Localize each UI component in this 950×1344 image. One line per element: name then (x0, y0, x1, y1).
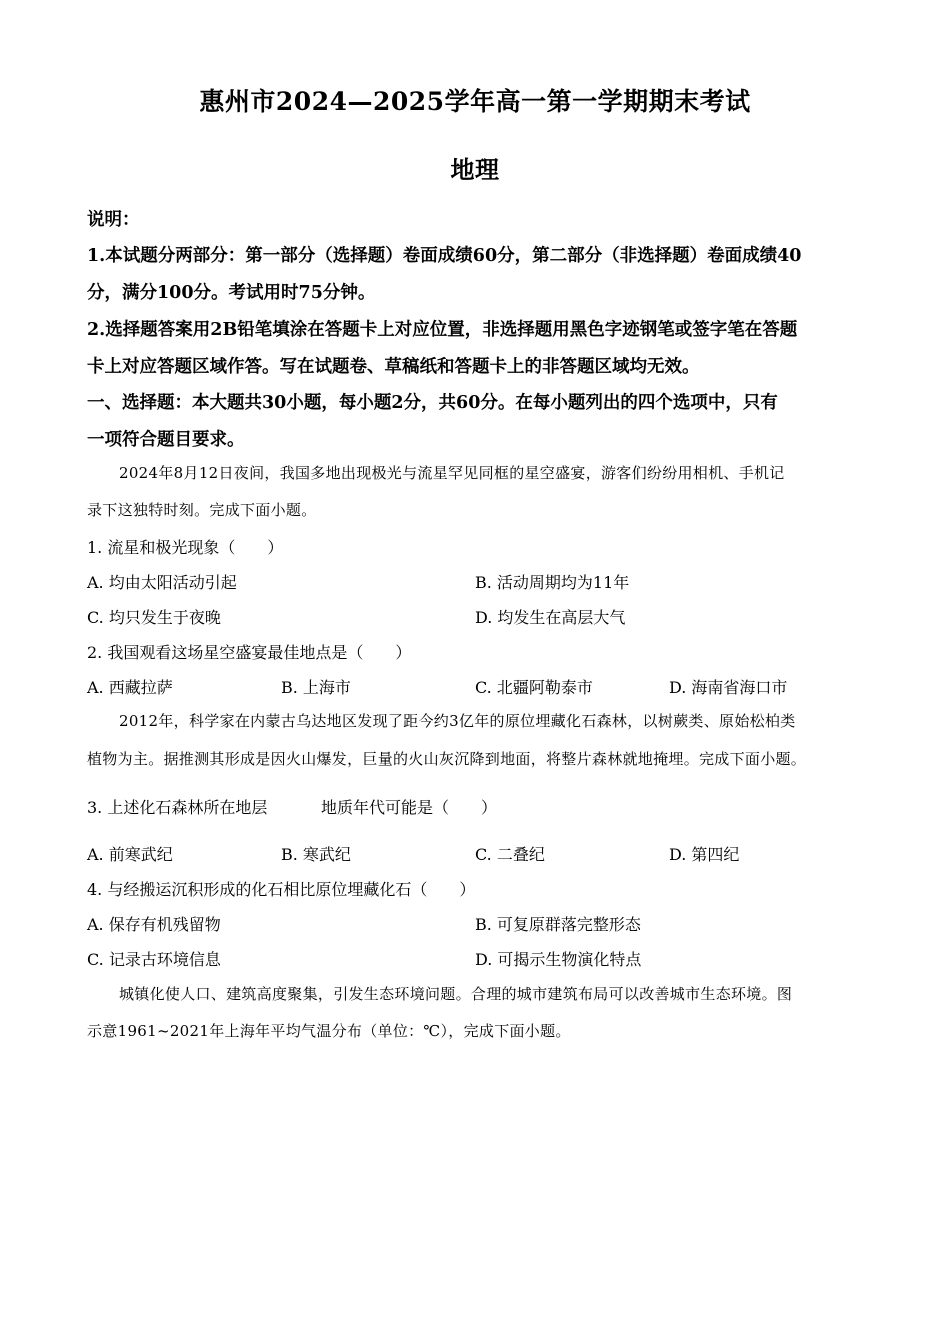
question-3-option-b: B. 寒武纪 (281, 845, 351, 864)
question-3-option-c: C. 二叠纪 (475, 845, 545, 864)
passage-1-line-1: 2024年8月12日夜间，我国多地出现极光与流星罕见同框的星空盛宴，游客们纷纷用相机、手机记 (119, 464, 785, 482)
question-3-option-d: D. 第四纪 (669, 845, 740, 864)
passage-2-line-2: 植物为主。据推测其形成是因火山爆发，巨量的火山灰沉降到地面，将整片森林就地掩埋。完成下面小题。 (87, 750, 807, 768)
question-2-option-b: B. 上海市 (281, 678, 351, 697)
question-4-option-c: C. 记录古环境信息 (87, 950, 221, 969)
question-1-option-a: A. 均由太阳活动引起 (87, 573, 237, 592)
section-1-heading-line-2: 一项符合题目要求。 (87, 430, 245, 450)
subject-title: 地理 (450, 155, 500, 184)
question-1-option-d: D. 均发生在高层大气 (475, 608, 626, 627)
instructions-label: 说明： (87, 210, 140, 230)
question-1-option-c: C. 均只发生于夜晚 (87, 608, 221, 627)
section-1-heading-line-1: 一、选择题：本大题共30小题，每小题2分，共60分。在每小题列出的四个选项中，只有 (87, 393, 778, 413)
question-4-stem: 4. 与经搬运沉积形成的化石相比原位埋藏化石（ ） (87, 880, 476, 899)
instruction-2-line-1: 2.选择题答案用2B铅笔填涂在答题卡上对应位置，非选择题用黑色字迹钢笔或签字笔在答题 (87, 320, 798, 340)
question-2-option-d: D. 海南省海口市 (669, 678, 788, 697)
passage-3-line-1: 城镇化使人口、建筑高度聚集，引发生态环境问题。合理的城市建筑布局可以改善城市生态环境。图 (119, 985, 793, 1003)
question-2-stem: 2. 我国观看这场星空盛宴最佳地点是（ ） (87, 643, 412, 662)
question-2-option-a: A. 西藏拉萨 (87, 678, 173, 697)
instruction-1-line-2: 分，满分100分。考试用时75分钟。 (87, 283, 376, 303)
question-4-option-a: A. 保存有机残留物 (87, 915, 221, 934)
passage-1-line-2: 录下这独特时刻。完成下面小题。 (87, 501, 317, 519)
instruction-2-line-2: 卡上对应答题区域作答。写在试题卷、草稿纸和答题卡上的非答题区域均无效。 (87, 357, 700, 377)
question-1-stem: 1. 流星和极光现象（ ） (87, 538, 284, 557)
question-3-stem-part-1: 3. 上述化石森林所在地层 (87, 798, 268, 817)
instruction-1-line-1: 1.本试题分两部分：第一部分（选择题）卷面成绩60分，第二部分（非选择题）卷面成绩40 (87, 246, 802, 266)
question-4-option-d: D. 可揭示生物演化特点 (475, 950, 642, 969)
passage-2-line-1: 2012年，科学家在内蒙古乌达地区发现了距今约3亿年的原位埋藏化石森林，以树蕨类、原始松柏类 (119, 712, 796, 730)
question-3-stem-part-2: 地质年代可能是（ ） (321, 798, 498, 817)
exam-title: 惠州市2024—2025学年高一第一学期期末考试 (199, 87, 751, 116)
question-3-option-a: A. 前寒武纪 (87, 845, 173, 864)
question-2-option-c: C. 北疆阿勒泰市 (475, 678, 593, 697)
passage-3-line-2: 示意1961~2021年上海年平均气温分布（单位：℃），完成下面小题。 (87, 1022, 571, 1040)
question-4-option-b: B. 可复原群落完整形态 (475, 915, 641, 934)
question-1-option-b: B. 活动周期均为11年 (475, 573, 630, 592)
